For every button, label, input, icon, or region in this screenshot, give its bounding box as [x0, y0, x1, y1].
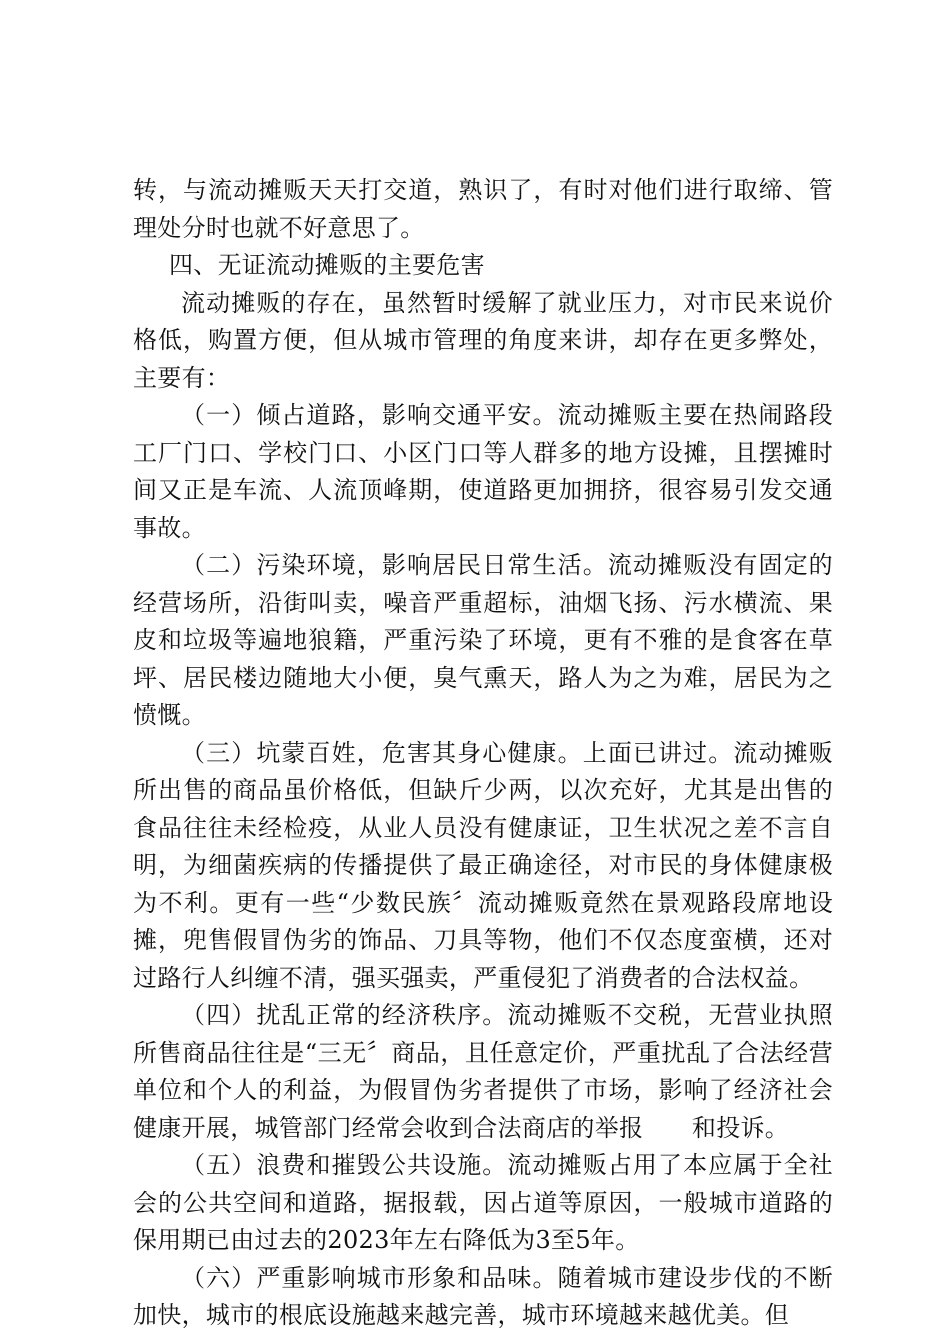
paragraph-point-5: （五）浪费和摧毁公共设施。流动摊贩占用了本应属于全社会的公共空间和道路，据报载，因占道等原因，一般城市道路的保用期已由过去的2023年左右降低为3至5年。 — [133, 1151, 833, 1254]
paragraph-point-4: （四）扰乱正常的经济秩序。流动摊贩不交税，无营业执照所售商品往往是“三无〞商品，且任意定价，严重扰乱了合法经营单位和个人的利益，为假冒伪劣者提供了市场，影响了经济社会健康开展，城管部门经常会收到合法商店的举报 和投诉。 — [133, 1001, 833, 1142]
paragraph-point-1: （一）倾占道路，影响交通平安。流动摊贩主要在热闹路段工厂门口、学校门口、小区门口等人群多的地方设摊，且摆摊时间又正是车流、人流顶峰期，使道路更加拥挤，很容易引发交通事故。 — [133, 401, 833, 542]
paragraph-point-3: （三）坑蒙百姓，危害其身心健康。上面已讲过。流动摊贩所出售的商品虽价格低，但缺斤少两，以次充好，尤其是出售的食品往往未经检疫，从业人员没有健康证，卫生状况之差不言自明，为细菌疾病的传播提供了最正确途径，对市民的身体健康极为不利。更有一些“少数民族〞流动摊贩竟然在景观路段席地设摊，兜售假冒伪劣的饰品、刀具等物，他们不仅态度蛮横，还对过路行人纠缠不清，强买强卖，严重侵犯了消费者的合法权益。 — [133, 738, 833, 992]
paragraph-continuation: 转，与流动摊贩天天打交道，熟识了，有时对他们进行取缔、管理处分时也就不好意思了。 — [133, 176, 833, 242]
paragraph-point-6: （六）严重影响城市形象和品味。随着城市建设步伐的不断加快，城市的根底设施越来越完善，城市环境越来越优美。但 — [133, 1263, 833, 1329]
document-body — [133, 172, 833, 1335]
paragraph-point-2: （二）污染环境，影响居民日常生活。流动摊贩没有固定的经营场所，沿街叫卖，噪音严重超标，油烟飞扬、污水横流、果皮和垃圾等遍地狼籍，严重污染了环境，更有不雅的是食客在草坪、居民楼边随地大小便，臭气熏天，路人为之为难，居民为之愤慨。 — [133, 551, 833, 729]
section-heading: 四、无证流动摊贩的主要危害 — [169, 251, 485, 279]
paragraph-intro: 流动摊贩的存在，虽然暂时缓解了就业压力，对市民来说价格低，购置方便，但从城市管理的角度来讲，却存在更多弊处，主要有： — [133, 288, 833, 392]
